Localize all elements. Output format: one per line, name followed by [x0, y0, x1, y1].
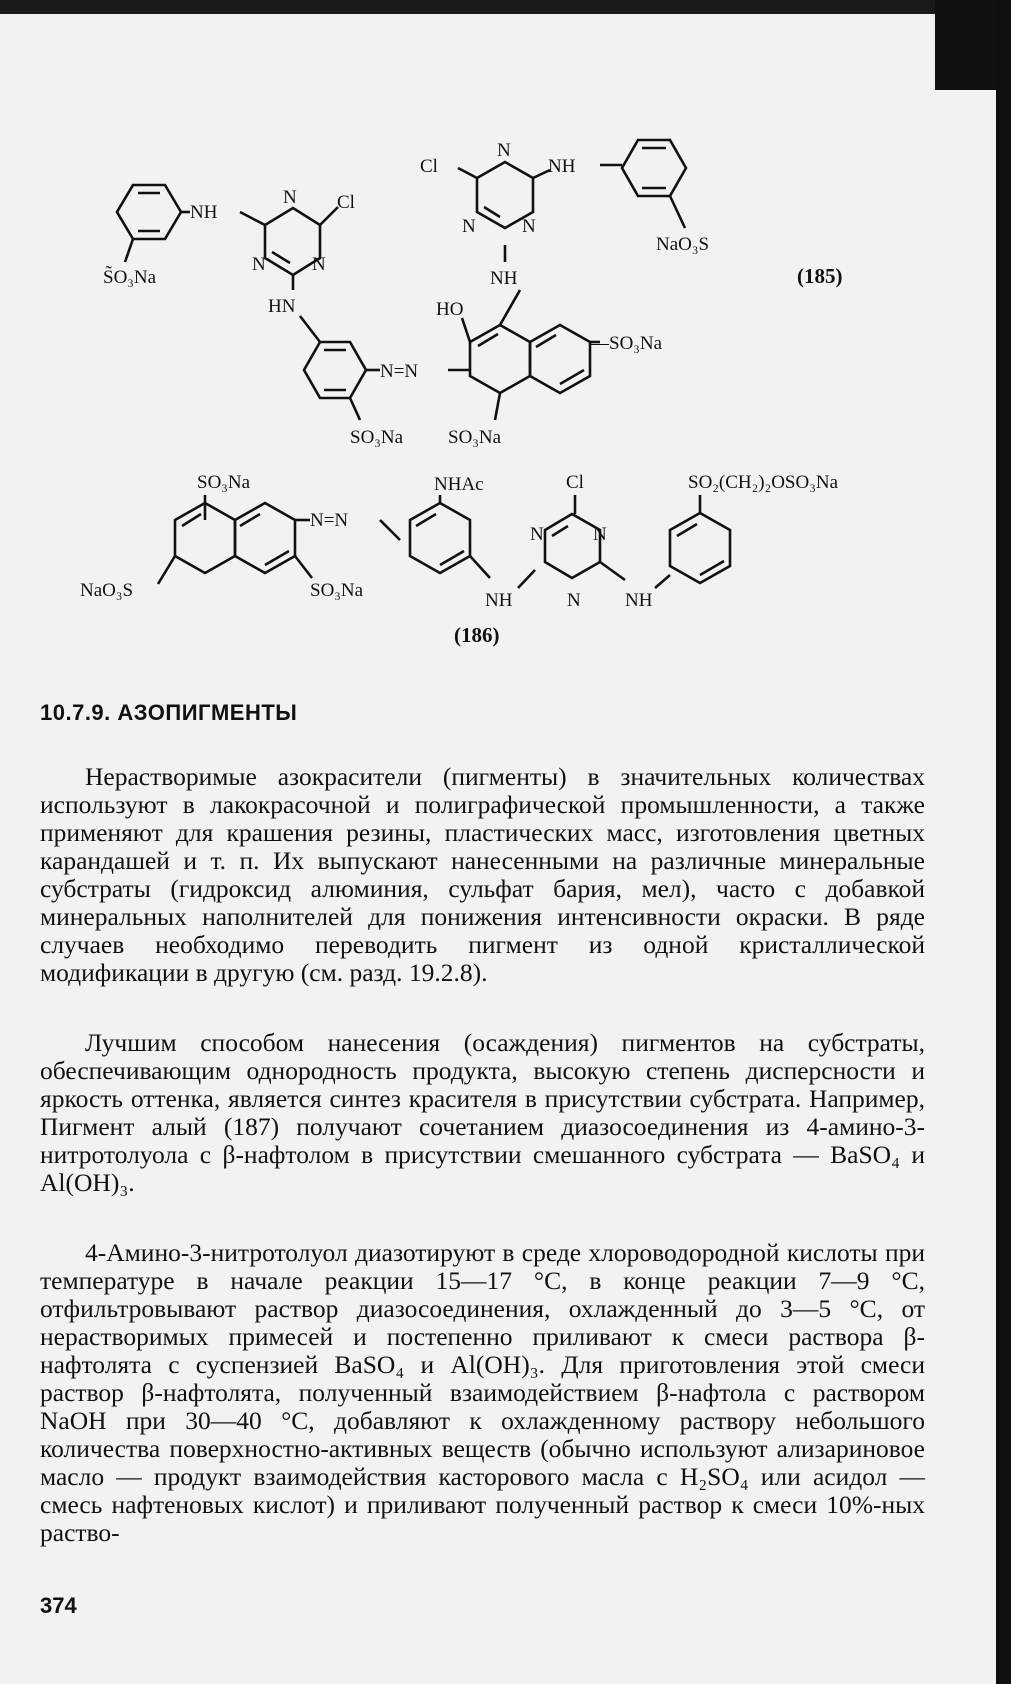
triazine-n-label: N	[283, 187, 297, 208]
so3na-label: SO₃Na	[310, 580, 364, 601]
compound-185-label: (185)	[797, 264, 843, 288]
benzene-ring-186-center	[410, 503, 470, 573]
structure-185	[103, 140, 843, 448]
nh-label: NH	[190, 202, 218, 223]
triazine-n-label: N	[312, 254, 326, 275]
triazine-n-label: N	[462, 216, 476, 237]
nh-label: NH	[625, 590, 653, 611]
so3na-label: S̃O₃Na	[103, 267, 157, 288]
so3na-label: NaO₃S	[656, 234, 710, 255]
triazine-n-label: N	[530, 524, 544, 545]
sulfonyl-label: SO₂(CH₂)₂OSO₃Na	[688, 472, 838, 493]
nhac-label: NHAc	[434, 474, 484, 495]
triazine-n-label: N	[567, 590, 581, 611]
nh-label: NH	[485, 590, 513, 611]
ho-label: HO	[436, 299, 464, 320]
cl-label: Cl	[566, 472, 584, 493]
paragraph-3: 4-Амино-3-нитротолуол диазотируют в среде хлороводородной кислоты при температуре в начале реакции 15—17 °С, в конце реакции 7—9 °С, отфильтровывают раствор диазосоединения, охлажденный до 3—5 °С, от нерастворимых примесей и постепенно приливают к смеси раствора β-нафтолята с суспензией BaSO₄ и Al(OH)₃. Для приготовления этой смеси раствор β-нафтолята, полученный взаимодействием β-нафтола с раствором NaOH при 30—40 °С, добавляют к охлажденному раствору небольшого количества поверхностно-активных веществ (обычно используют ализариновое масло — продукт взаимодействия касторового масла с H₂SO₄ или асидол — смесь нафтеновых кислот) и приливают полученный раствор к смеси 10%-ных раство-	[40, 1238, 925, 1547]
naphthalene-ring-b	[235, 503, 295, 573]
triazine-n-label: N	[497, 140, 511, 161]
page-number: 374	[40, 1593, 77, 1618]
triazine-ring-186	[545, 514, 600, 578]
azo-label: N=N	[380, 361, 419, 382]
hn-label: HN	[268, 296, 296, 317]
cl-label: Cl	[337, 192, 355, 213]
cl-label: Cl	[420, 156, 438, 177]
so3na-label: SO₃Na	[350, 427, 404, 448]
so3na-label: —SO₃Na	[590, 333, 663, 354]
paragraph-1: Нерастворимые азокрасители (пигменты) в значительных количествах используют в лакокрасочной и полиграфической промышленности, а также применяют для крашения резины, пластических масс, изготовления цветных карандашей и т. п. Их выпускают нанесенными на различные минеральные субстраты (гидроксид алюминия, сульфат бария, мел), часто с добавкой минеральных наполнителей для понижения интенсивности окраски. В ряде случаев необходимо переводить пигмент из одной кристаллической модификации в другую (см. разд. 19.2.8).	[40, 762, 925, 987]
section-heading: 10.7.9. АЗОПИГМЕНТЫ	[40, 700, 298, 725]
triazine-n-label: N	[252, 254, 266, 275]
benzene-ring-186-right	[670, 513, 730, 583]
so3na-label: SO₃Na	[197, 472, 251, 493]
structure-186	[80, 472, 839, 647]
azo-label: N=N	[310, 510, 349, 531]
triazine-n-label: N	[522, 216, 536, 237]
so3na-label: SO₃Na	[448, 427, 502, 448]
paragraph-2: Лучшим способом нанесения (осаждения) пигментов на субстраты, обеспечивающим однородность продукта, высокую степень дисперсности и яркость оттенка, является синтез красителя в присутствии субстрата. Например, Пигмент алый (187) получают сочетанием диазосоединения из 4-амино-3-нитротолуола с β-нафтолом в присутствии смешанного субстрата — BaSO₄ и Al(OH)₃.	[40, 1028, 925, 1197]
nh-label: NH	[548, 156, 576, 177]
nao3s-label: NaO₃S	[80, 580, 134, 601]
nh-label: NH	[490, 268, 518, 289]
chemical-structures-figure	[0, 0, 1011, 680]
triazine-n-label: N	[593, 524, 607, 545]
naphthalene-ring-a	[470, 325, 530, 393]
compound-186-label: (186)	[454, 623, 500, 647]
